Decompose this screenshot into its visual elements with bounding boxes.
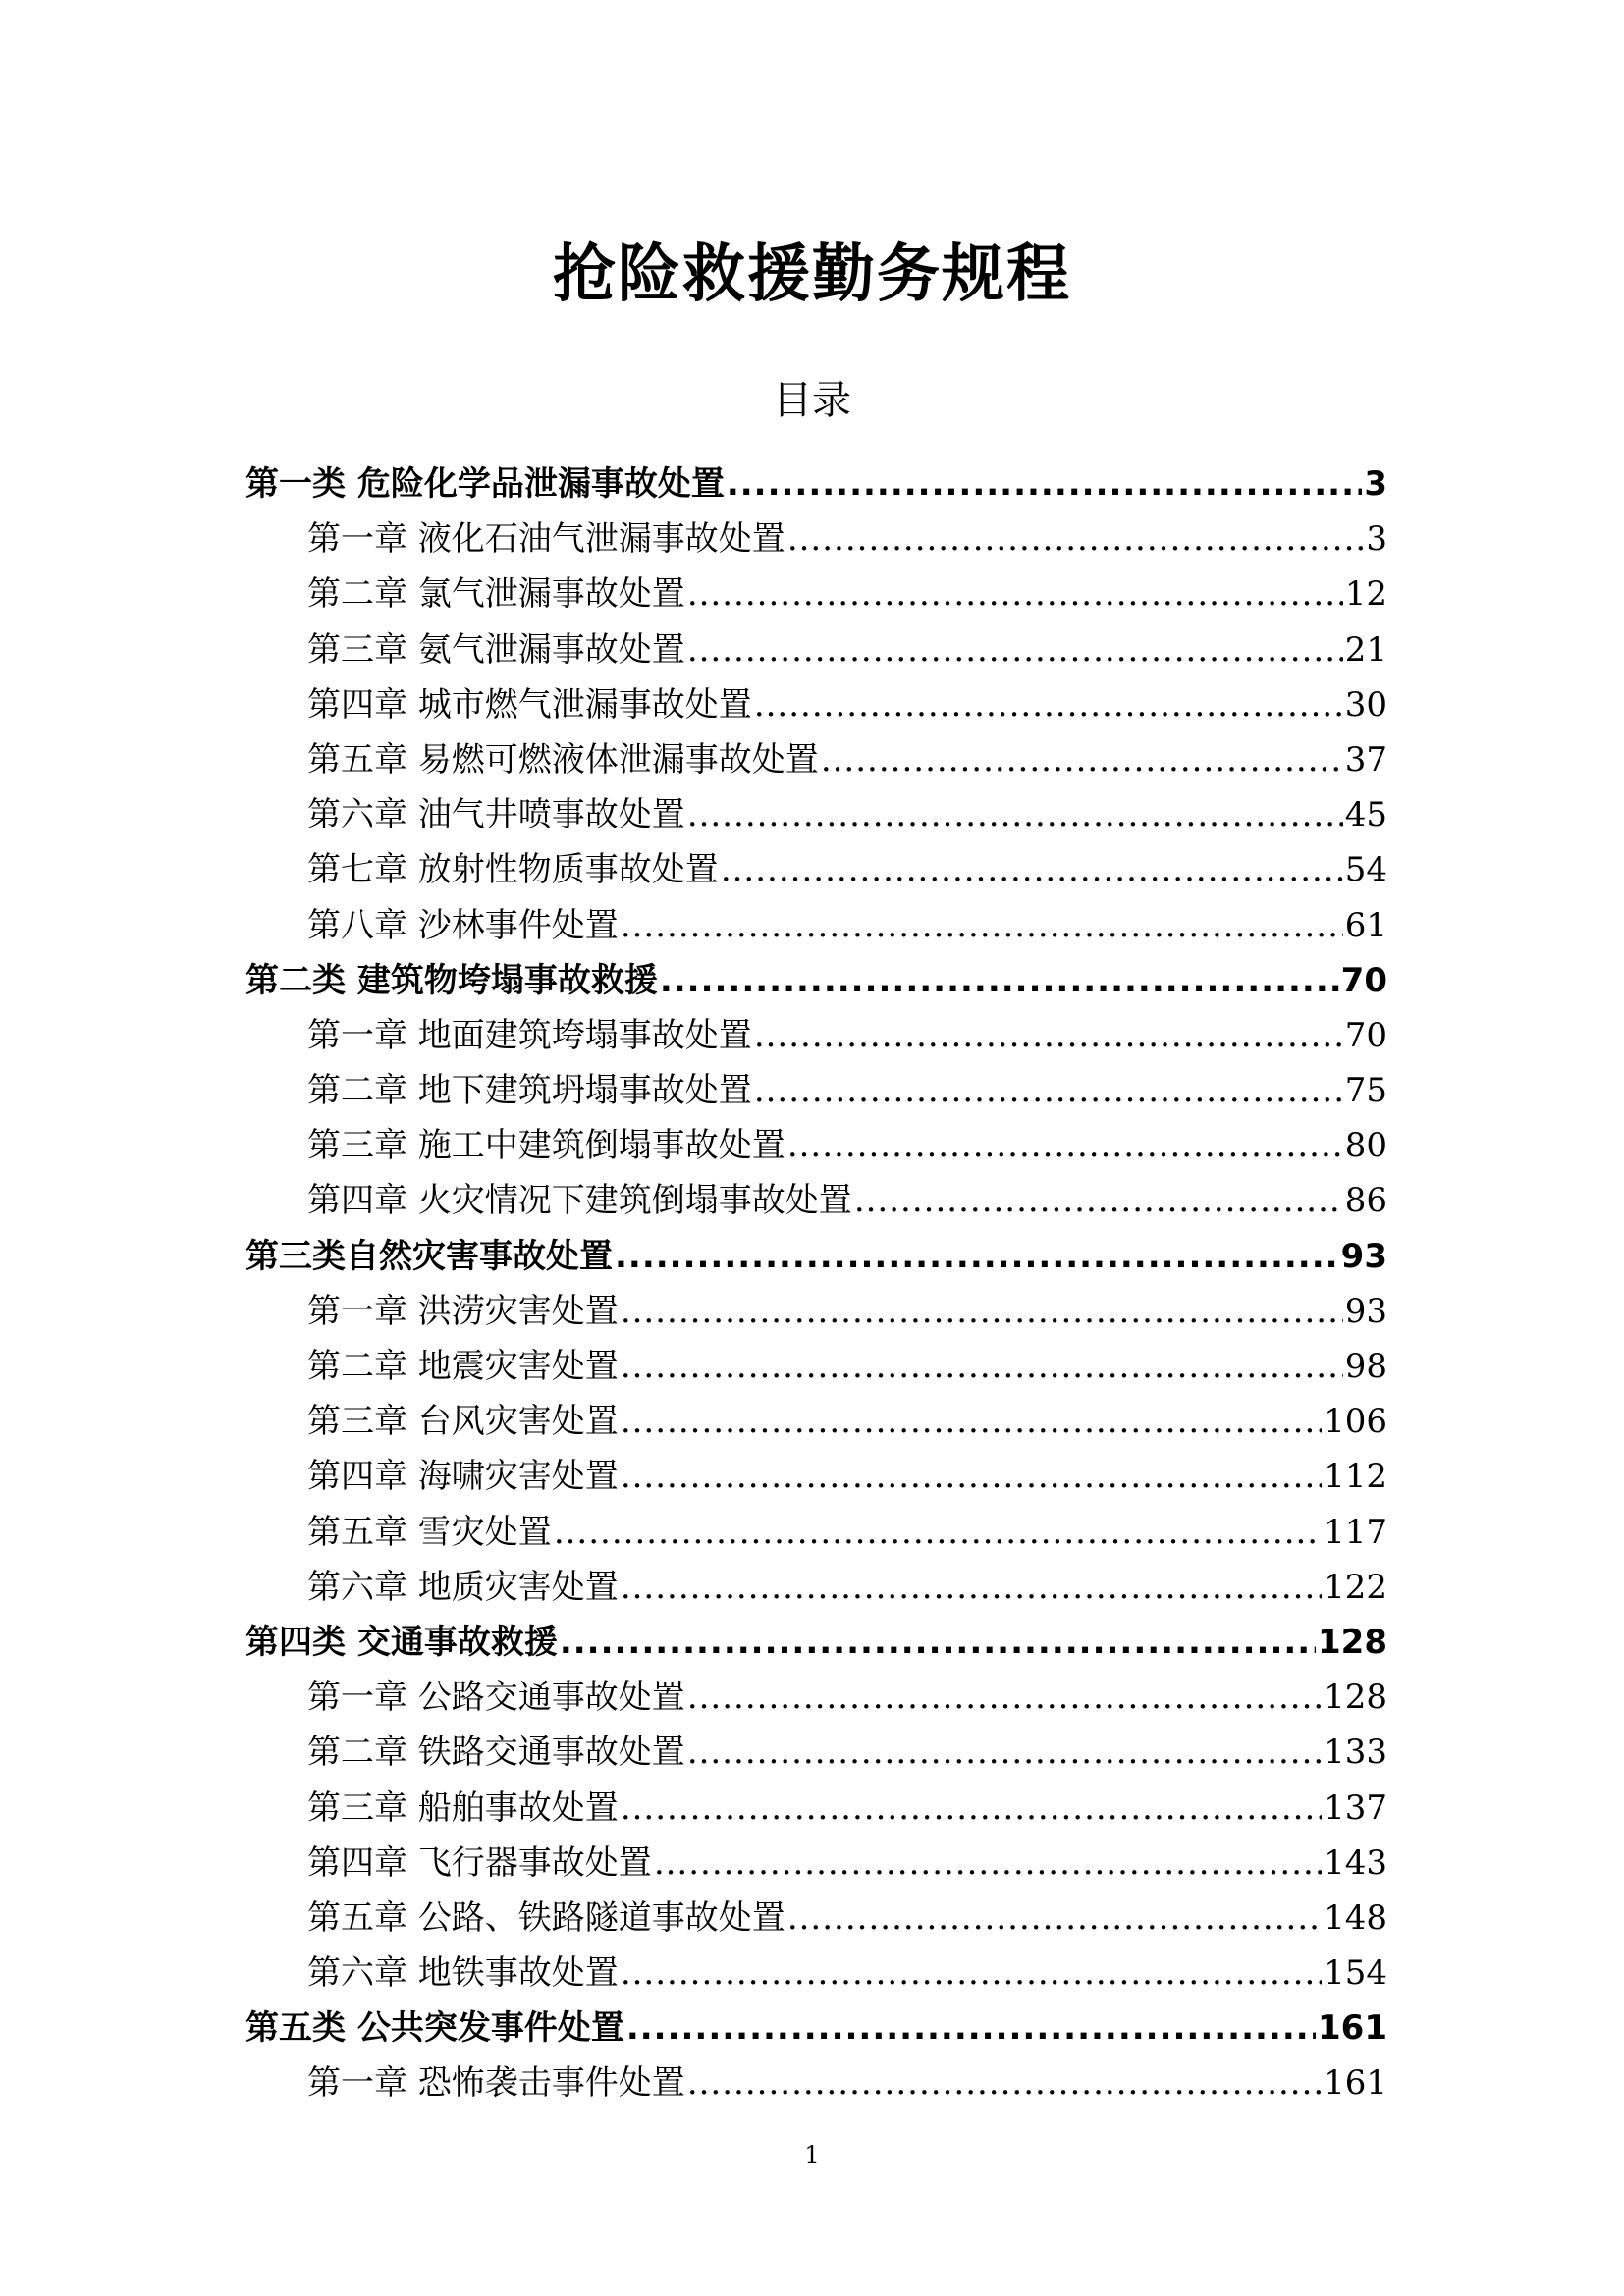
page-number: 1 [804,2141,820,2168]
toc-leader-dots [615,1229,1339,1284]
toc-entry-page: 3 [1364,464,1387,504]
toc-entry-label: 第二章 铁路交通事故处置 [307,1733,685,1773]
toc-entry-page: 154 [1324,1953,1387,1994]
toc-entry-label: 第三章 台风灾害处置 [307,1402,619,1442]
toc-entry-page: 98 [1344,1347,1387,1386]
toc-entry-page: 54 [1344,850,1387,890]
toc-entry-label: 第六章 油气井喷事故处置 [307,795,685,835]
toc-entry-page: 70 [1340,960,1387,1000]
toc-leader-dots [554,1505,1322,1560]
toc-chapter-entry[interactable] [245,732,1387,787]
toc-chapter-entry[interactable] [245,842,1387,897]
toc-entry-label: 第二章 地震灾害处置 [307,1347,619,1386]
toc-entry-page: 86 [1344,1181,1387,1221]
toc-chapter-entry[interactable] [245,1505,1387,1560]
toc-leader-dots [621,1781,1322,1836]
toc-leader-dots [787,511,1365,566]
toc-leader-dots [621,1339,1343,1394]
toc-entry-label: 第一章 地面建筑垮塌事故处置 [307,1015,752,1055]
toc-leader-dots [787,1118,1343,1173]
toc-entry-label: 第一章 洪涝灾害处置 [307,1291,619,1331]
document-title: 抢险救援勤务规程 [553,238,1071,311]
toc-leader-dots [621,1449,1322,1504]
toc-entry-label: 第三章 氨气泄漏事故处置 [307,629,685,669]
toc-entry-page: 137 [1324,1788,1387,1828]
toc-chapter-entry[interactable] [245,622,1387,677]
toc-entry-label: 第三类自然灾害事故处置 [245,1236,613,1276]
toc-chapter-entry[interactable] [245,1118,1387,1173]
toc-chapter-entry[interactable] [245,1173,1387,1228]
toc-entry-page: 21 [1344,629,1387,669]
toc-category-entry[interactable] [245,1615,1387,1670]
toc-leader-dots [687,622,1343,677]
toc-chapter-entry[interactable] [245,1670,1387,1725]
toc-chapter-entry[interactable] [245,1284,1387,1339]
toc-leader-dots [754,1008,1343,1063]
toc-leader-dots [560,1615,1316,1670]
toc-chapter-entry[interactable] [245,1781,1387,1836]
toc-entry-label: 第二章 地下建筑坍塌事故处置 [307,1071,752,1111]
toc-category-entry[interactable] [245,456,1387,511]
toc-leader-dots [626,2001,1316,2056]
toc-leader-dots [621,1284,1343,1339]
toc-leader-dots [754,1063,1343,1118]
toc-chapter-entry[interactable] [245,898,1387,953]
toc-entry-page: 128 [1318,1622,1387,1662]
toc-entry-page: 37 [1344,739,1387,779]
toc-category-entry[interactable] [245,2001,1387,2056]
toc-entry-page: 148 [1324,1897,1387,1938]
toc-entry-page: 75 [1344,1071,1387,1111]
toc-entry-label: 第五类 公共突发事件处置 [245,2008,624,2049]
toc-leader-dots [621,1560,1322,1615]
toc-leader-dots [727,456,1362,511]
toc-entry-label: 第一章 恐怖袭击事件处置 [307,2063,685,2104]
toc-entry-page: 45 [1344,795,1387,835]
toc-chapter-entry[interactable] [245,1063,1387,1118]
toc-leader-dots [621,1394,1322,1449]
toc-chapter-entry[interactable] [245,677,1387,732]
toc-leader-dots [787,1891,1322,1946]
toc-leader-dots [854,1173,1343,1228]
toc-chapter-entry[interactable] [245,2056,1387,2110]
toc-entry-page: 80 [1344,1126,1387,1166]
toc-leader-dots [687,1725,1322,1780]
toc-entry-label: 第五章 公路、铁路隧道事故处置 [307,1897,785,1938]
toc-entry-label: 第一章 公路交通事故处置 [307,1678,685,1718]
toc-entry-label: 第一章 液化石油气泄漏事故处置 [307,519,785,560]
toc-entry-label: 第一类 危险化学品泄漏事故处置 [245,464,725,504]
toc-entry-page: 143 [1324,1842,1387,1883]
toc-entry-page: 128 [1324,1678,1387,1718]
toc-entry-page: 161 [1318,2008,1387,2049]
toc-leader-dots [687,2056,1322,2110]
toc-entry-page: 93 [1344,1291,1387,1331]
toc-entry-label: 第四章 海啸灾害处置 [307,1457,619,1497]
toc-entry-label: 第四章 火灾情况下建筑倒塌事故处置 [307,1181,852,1221]
toc-entry-label: 第六章 地铁事故处置 [307,1953,619,1994]
toc-chapter-entry[interactable] [245,1394,1387,1449]
toc-entry-page: 161 [1324,2063,1387,2104]
toc-leader-dots [687,1670,1322,1725]
toc-entry-label: 第八章 沙林事件处置 [307,905,619,945]
toc-category-entry[interactable] [245,953,1387,1008]
table-of-contents [245,456,1387,2111]
toc-leader-dots [687,566,1343,621]
toc-entry-label: 第四类 交通事故救援 [245,1622,558,1662]
toc-chapter-entry[interactable] [245,1946,1387,2001]
toc-entry-page: 30 [1344,684,1387,724]
toc-entry-page: 12 [1344,574,1387,614]
toc-chapter-entry[interactable] [245,511,1387,566]
toc-entry-page: 117 [1324,1512,1387,1552]
toc-entry-label: 第三章 施工中建筑倒塌事故处置 [307,1126,785,1166]
toc-chapter-entry[interactable] [245,1891,1387,1946]
toc-leader-dots [721,842,1343,897]
toc-entry-label: 第六章 地质灾害处置 [307,1567,619,1607]
toc-entry-label: 第五章 雪灾处置 [307,1512,552,1552]
toc-heading: 目录 [773,378,851,423]
toc-entry-label: 第五章 易燃可燃液体泄漏事故处置 [307,739,819,779]
toc-entry-label: 第七章 放射性物质事故处置 [307,850,719,890]
toc-chapter-entry[interactable] [245,787,1387,842]
toc-leader-dots [754,677,1343,732]
toc-chapter-entry[interactable] [245,566,1387,621]
toc-entry-page: 122 [1324,1567,1387,1607]
toc-leader-dots [621,1946,1322,2001]
toc-chapter-entry[interactable] [245,1560,1387,1615]
toc-chapter-entry[interactable] [245,1339,1387,1394]
toc-entry-label: 第三章 船舶事故处置 [307,1788,619,1828]
toc-entry-label: 第四章 城市燃气泄漏事故处置 [307,684,752,724]
toc-entry-page: 133 [1324,1733,1387,1773]
toc-entry-page: 112 [1324,1457,1387,1497]
toc-leader-dots [654,1836,1322,1891]
toc-entry-page: 61 [1344,905,1387,945]
toc-entry-label: 第二章 氯气泄漏事故处置 [307,574,685,614]
toc-leader-dots [621,898,1343,953]
toc-category-entry[interactable] [245,1229,1387,1284]
toc-entry-page: 70 [1344,1015,1387,1055]
toc-entry-label: 第二类 建筑物垮塌事故救援 [245,960,658,1000]
toc-leader-dots [821,732,1343,787]
toc-entry-page: 106 [1324,1402,1387,1442]
toc-leader-dots [687,787,1343,842]
toc-entry-page: 3 [1366,519,1387,560]
toc-entry-page: 93 [1340,1236,1387,1276]
toc-chapter-entry[interactable] [245,1836,1387,1891]
toc-chapter-entry[interactable] [245,1008,1387,1063]
toc-chapter-entry[interactable] [245,1449,1387,1504]
toc-chapter-entry[interactable] [245,1725,1387,1780]
toc-leader-dots [660,953,1339,1008]
toc-entry-label: 第四章 飞行器事故处置 [307,1842,652,1883]
